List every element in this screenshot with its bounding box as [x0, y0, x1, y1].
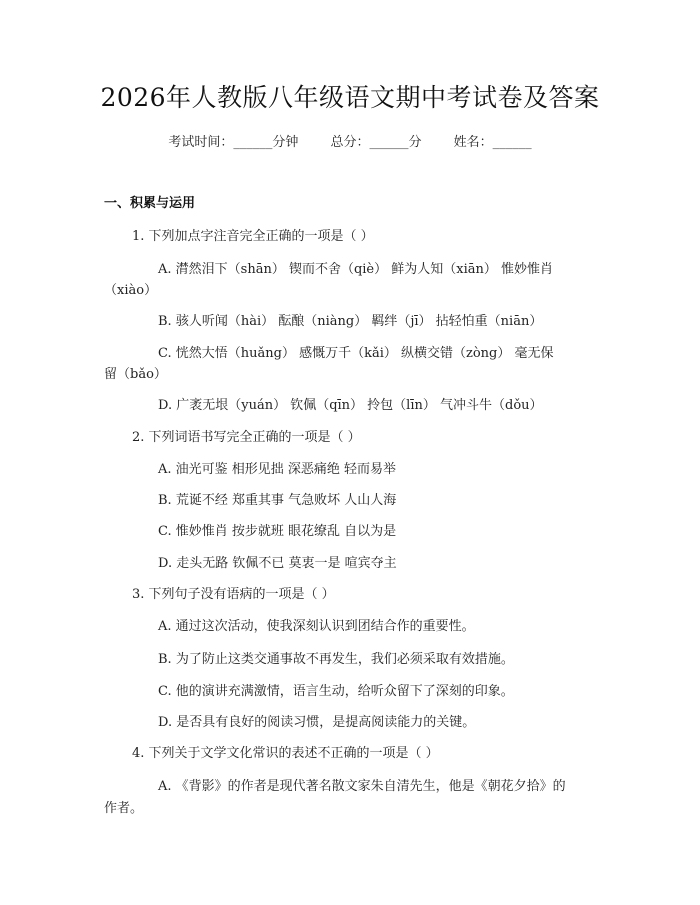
- question-4-option-a: A. 《背影》的作者是现代著名散文家朱自清先生，他是《朝花夕拾》的: [158, 779, 566, 794]
- question-1-option-a: A. 潸然泪下（shān） 锲而不舍（qiè） 鲜为人知（xiān） 惟妙惟肖: [158, 262, 554, 277]
- question-3-option-a: A. 通过这次活动，使我深刻认识到团结合作的重要性。: [158, 619, 475, 634]
- section-heading: 一、积累与运用: [104, 196, 196, 211]
- question-1-option-c: C. 恍然大悟（huǎng） 感慨万千（kǎi） 纵横交错（zòng） 毫无保: [158, 346, 554, 361]
- page-title: 2026年人教版八年级语文期中考试卷及答案: [100, 83, 600, 112]
- total-score-field: 总分：______分: [330, 135, 422, 150]
- question-1-option-d: D. 广袤无垠（yuán） 钦佩（qīn） 拎包（līn） 气冲斗牛（dǒu）: [158, 398, 543, 413]
- question-3-option-b: B. 为了防止这类交通事故不再发生，我们必须采取有效措施。: [158, 652, 514, 667]
- question-3-stem: 3. 下列句子没有语病的一项是（ ）: [132, 587, 335, 602]
- question-4-stem: 4. 下列关于文学文化常识的表述不正确的一项是（ ）: [132, 746, 439, 761]
- exam-time-field: 考试时间：______分钟: [168, 135, 299, 150]
- question-1-option-c-continued: 留（bǎo）: [104, 367, 167, 382]
- question-3-option-c: C. 他的演讲充满激情，语言生动，给听众留下了深刻的印象。: [158, 684, 514, 699]
- question-1-option-a-continued: （xiào）: [104, 283, 158, 298]
- exam-meta: [0, 131, 700, 150]
- question-2-option-d: D. 走头无路 钦佩不已 莫衷一是 喧宾夺主: [158, 556, 397, 571]
- question-3-option-d: D. 是否具有良好的阅读习惯，是提高阅读能力的关键。: [158, 715, 476, 730]
- question-1-stem: 1. 下列加点字注音完全正确的一项是（ ）: [132, 229, 374, 244]
- question-2-option-c: C. 惟妙惟肖 按步就班 眼花缭乱 自以为是: [158, 524, 397, 539]
- question-2-stem: 2. 下列词语书写完全正确的一项是（ ）: [132, 430, 361, 445]
- question-2-option-b: B. 荒诞不经 郑重其事 气急败坏 人山人海: [158, 493, 397, 508]
- question-4-option-a-continued: 作者。: [104, 801, 144, 816]
- question-1-option-b: B. 骇人听闻（hài） 酝酿（niàng） 羁绊（jī） 拈轻怕重（niān）: [158, 314, 543, 329]
- student-name-field: 姓名：______: [453, 135, 532, 150]
- question-2-option-a: A. 油光可鉴 相形见拙 深恶痛绝 轻而易举: [158, 462, 397, 477]
